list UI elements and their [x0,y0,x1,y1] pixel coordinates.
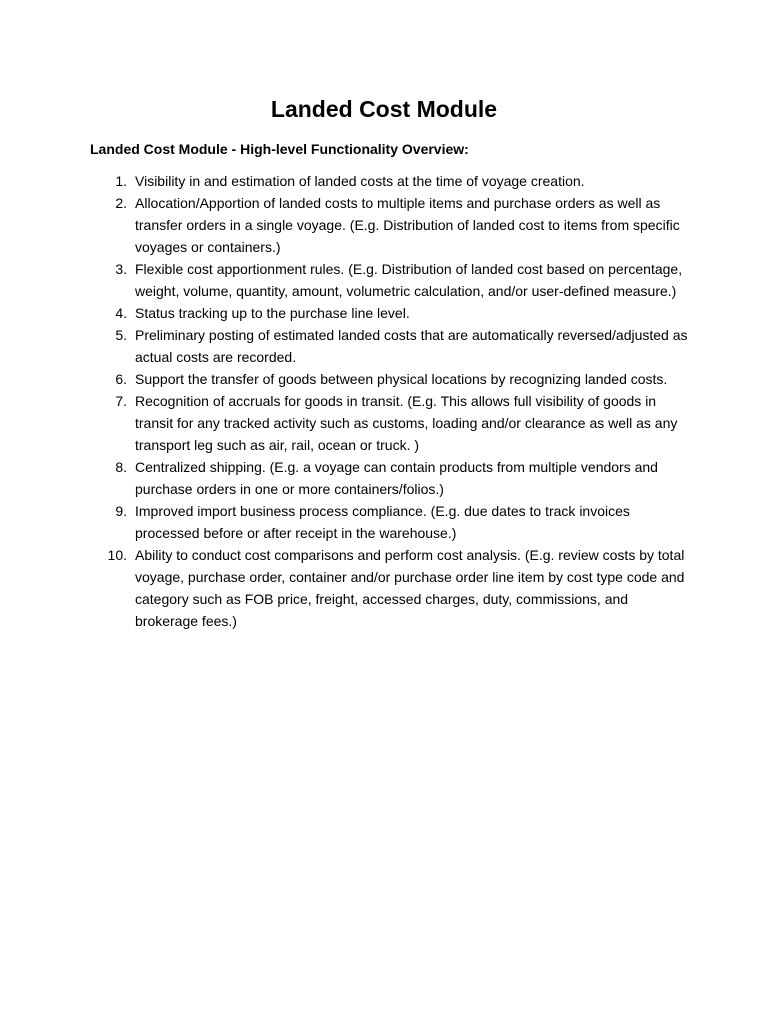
list-item [90,170,690,192]
list-item-text: Recognition of accruals for goods in transit. (E.g. This allows full visibility of goods in transit for any tracked activity such as customs, loading and/or clearance as well as any transport leg such as air, rail, ocean or truck. ) [135,393,678,453]
list-item-number: 10. [107,547,127,563]
list-item [90,390,690,456]
list-item [90,258,690,302]
list-item [90,324,690,368]
page-title: Landed Cost Module [270,96,498,122]
list-item-text: Status tracking up to the purchase line level. [135,305,410,321]
list-item [90,456,690,500]
section-heading: Landed Cost Module - High-level Functionality Overview: [90,141,469,157]
list-item [90,192,690,258]
list-item-number: 2. [115,195,127,211]
list-item [90,302,690,324]
list-item-number: 1. [115,173,127,189]
list-item-text: Support the transfer of goods between physical locations by recognizing landed costs. [135,371,668,387]
list-item-text: Visibility in and estimation of landed costs at the time of voyage creation. [135,173,585,189]
list-item-text: Flexible cost apportionment rules. (E.g. Distribution of landed cost based on percentage, weight, volume, quantity, amount, volumetric calculation, and/or user-defined measure.) [135,261,683,299]
list-item-number: 5. [115,327,127,343]
list-item-number: 6. [115,371,127,387]
list-item-text: Centralized shipping. (E.g. a voyage can contain products from multiple vendors and purchase orders in one or more containers/folios.) [135,459,658,497]
list-item [90,368,690,390]
list-item-number: 4. [115,305,127,321]
list-item-text: Allocation/Apportion of landed costs to multiple items and purchase orders as well as transfer orders in a single voyage. (E.g. Distribution of landed cost to items from specific voyages or containers.) [135,195,680,255]
list-item-number: 3. [115,261,127,277]
list-item-text: Ability to conduct cost comparisons and perform cost analysis. (E.g. review costs by total voyage, purchase order, container and/or purchase order line item by cost type code and category such as FOB price, freight, accessed charges, duty, commissions, and brokerage fees.) [135,547,685,629]
list-item-number: 7. [115,393,127,409]
list-item-text: Preliminary posting of estimated landed costs that are automatically reversed/adjusted as actual costs are recorded. [135,327,688,365]
list-item-text: Improved import business process compliance. (E.g. due dates to track invoices processed before or after receipt in the warehouse.) [135,503,630,541]
feature-list [90,170,690,632]
list-item-number: 9. [115,503,127,519]
list-item-number: 8. [115,459,127,475]
list-item [90,500,690,544]
list-item [90,544,690,632]
